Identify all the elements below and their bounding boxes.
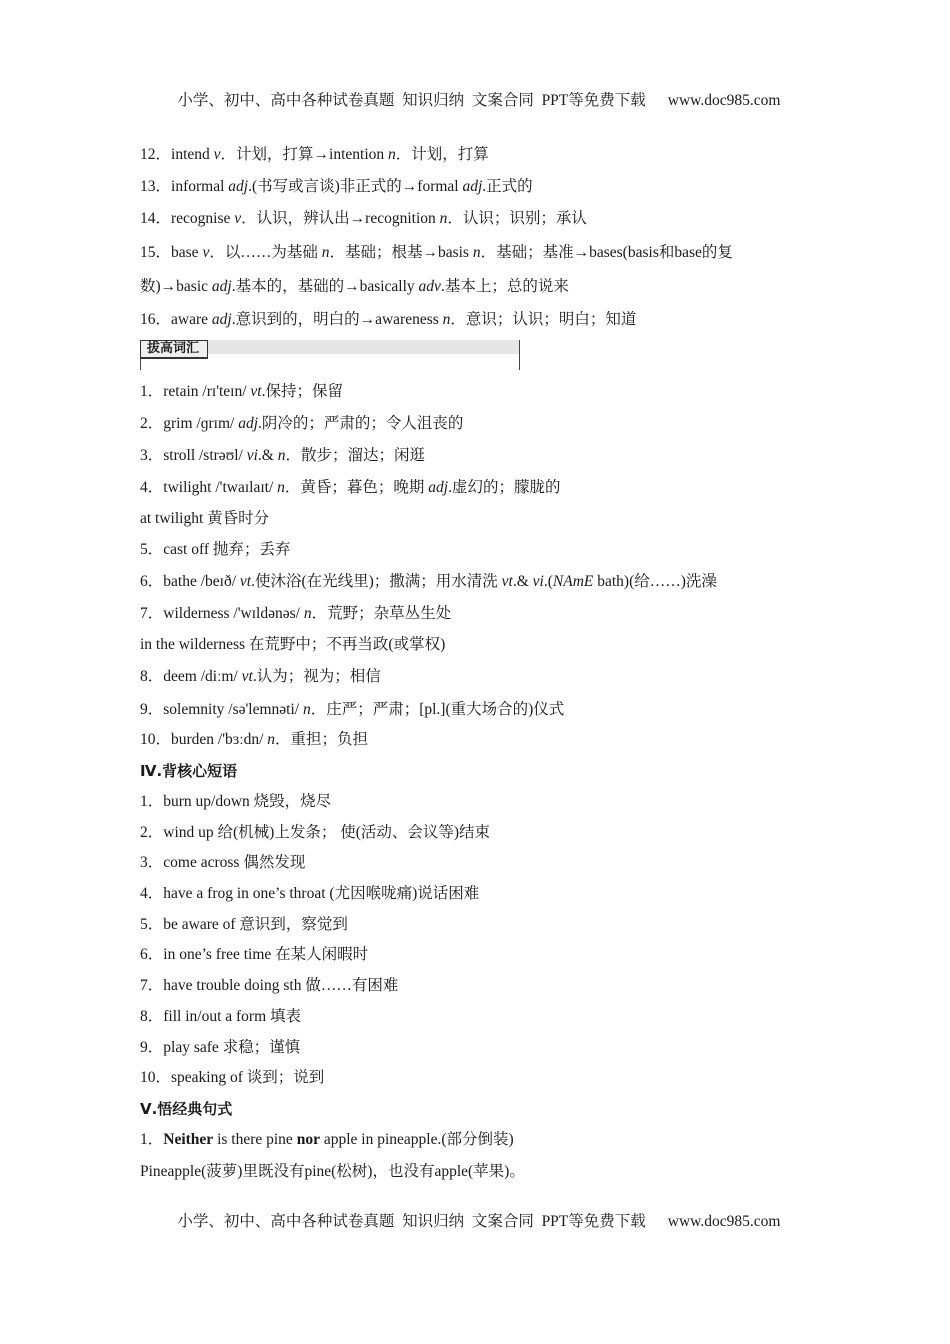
phrase-item: 5．be aware of 意识到，察觉到 <box>140 916 348 933</box>
vocab-item: 12．intend v．计划，打算→intention n．计划，打算 <box>140 146 489 163</box>
header-url: www.doc985.com <box>667 92 781 109</box>
advanced-item: 4．twilight /'twaɪlaɪt/ n．黄昏；暮色；晚期 adj.虚幻的；朦胧的 <box>140 479 561 496</box>
sentence-item: 1．Neither is there pine nor apple in pineapple.(部分倒装) <box>140 1131 514 1148</box>
advanced-item: 8．deem /diːm/ vt.认为；视为；相信 <box>140 668 381 685</box>
section-banner-advanced <box>140 340 520 370</box>
phrase-item: 10．speaking of 谈到；说到 <box>140 1069 325 1086</box>
header-text: 小学、初中、高中各种试卷真题 知识归纳 文案合同 PPT等免费下载 <box>177 92 646 109</box>
banner-right-rule <box>519 340 520 370</box>
phrase-item: 7．have trouble doing sth 做……有困难 <box>140 977 399 994</box>
advanced-item: 7．wilderness /'wɪldənəs/ n．荒野；杂草丛生处 <box>140 605 452 622</box>
phrase-item: 1．burn up/down 烧毁，烧尽 <box>140 793 332 810</box>
vocab-item: 13．informal adj.(书写或言谈)非正式的→formal adj.正式的 <box>140 178 533 195</box>
phrase-item: 3．come across 偶然发现 <box>140 854 306 871</box>
section-title-phrases: Ⅳ.背核心短语 <box>140 762 238 780</box>
advanced-item: 3．stroll /strəʊl/ vi.& n．散步；溜达；闲逛 <box>140 447 425 464</box>
phrase-item: 8．fill in/out a form 填表 <box>140 1008 302 1025</box>
page-footer <box>0 1191 950 1231</box>
vocab-item-continued: 数)→basic adj.基本的，基础的→basically adv.基本上；总的说来 <box>140 278 569 295</box>
advanced-item: 5．cast off 抛弃；丢弃 <box>140 541 291 558</box>
phrase-item: 4．have a frog in one’s throat (尤因喉咙痛)说话困难 <box>140 885 480 902</box>
advanced-item-phrase: at twilight 黄昏时分 <box>140 510 270 527</box>
vocab-item: 16．aware adj.意识到的，明白的→awareness n．意识；认识；明白；知道 <box>140 311 637 328</box>
sentence-translation: Pineapple(菠萝)里既没有pine(松树)，也没有apple(苹果)。 <box>140 1163 525 1180</box>
footer-url: www.doc985.com <box>667 1213 781 1230</box>
section-title-advanced: 拔高词汇 <box>140 340 208 359</box>
advanced-item-phrase: in the wilderness 在荒野中；不再当政(或掌权) <box>140 636 446 653</box>
phrase-item: 6．in one’s free time 在某人闲暇时 <box>140 946 369 963</box>
advanced-item: 1．retain /rɪ'teɪn/ vt.保持；保留 <box>140 383 343 400</box>
advanced-item: 6．bathe /beɪð/ vt.使沐浴(在光线里)；撒满；用水清洗 vt.& vi.(NAmE bath)(给……)洗澡 <box>140 573 717 590</box>
phrase-item: 2．wind up 给(机械)上发条； 使(活动、会议等)结束 <box>140 824 491 841</box>
page-header <box>0 70 950 110</box>
advanced-item: 10．burden /'bɜːdn/ n．重担；负担 <box>140 731 369 748</box>
vocab-item: 14．recognise v．认识，辨认出→recognition n．认识；识别；承认 <box>140 210 587 227</box>
vocab-item: 15．base v．以……为基础 n．基础；根基→basis n．基础；基准→bases(basis和base的复 <box>140 244 733 261</box>
footer-text: 小学、初中、高中各种试卷真题 知识归纳 文案合同 PPT等免费下载 <box>177 1213 646 1230</box>
advanced-item: 2．grim /ɡrɪm/ adj.阴冷的；严肃的；令人沮丧的 <box>140 415 464 432</box>
advanced-item: 9．solemnity /sə'lemnəti/ n．庄严；严肃；[pl.](重大场合的)仪式 <box>140 701 565 718</box>
section-title-sentences: Ⅴ.悟经典句式 <box>140 1100 233 1118</box>
phrase-item: 9．play safe 求稳；谨慎 <box>140 1039 301 1056</box>
